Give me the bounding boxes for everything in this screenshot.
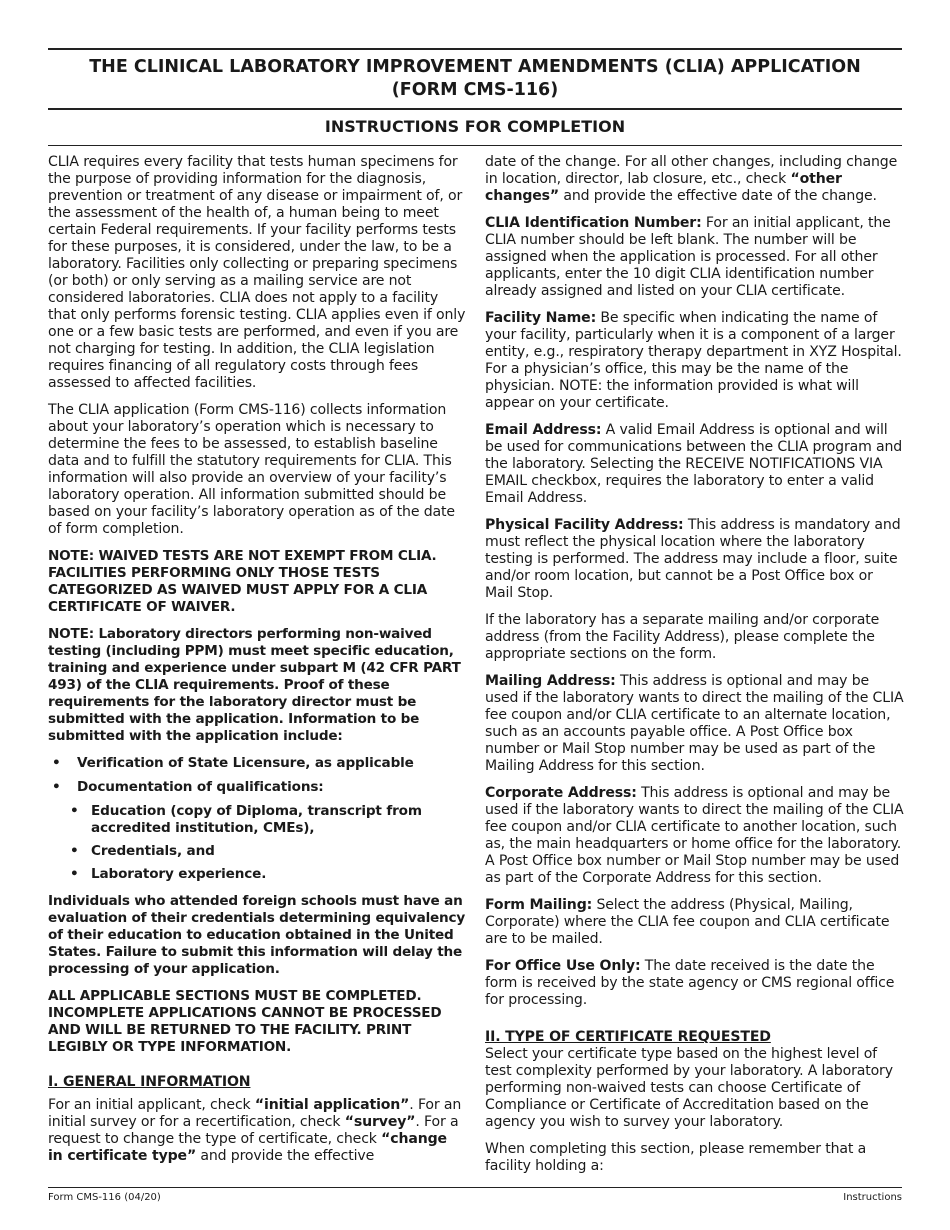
bullet-icon: • xyxy=(52,755,61,771)
sub-bullet-item: • Credentials, and xyxy=(70,843,215,859)
title-line-2: (FORM CMS-116) xyxy=(391,80,559,100)
facility-name-paragraph: Facility Name: Be specific when indicating the name of your facility, particularly when it is a component of a larger entity, e.g., respiratory therapy department in XYZ Hospital. For a physician’s office, this may be the name of the physician. NOTE: the information provided is what will appear on your certificate. xyxy=(485,310,902,411)
certificate-reminder: When completing this section, please remember that a facility holding a: xyxy=(485,1141,867,1174)
sub-bullet-item: • Laboratory experience. xyxy=(70,866,267,882)
clia-id-label: CLIA Identification Number: xyxy=(485,215,702,231)
email-paragraph: Email Address: A valid Email Address is optional and will be used for communications between the CLIA program and the laboratory. Selecting the RECEIVE NOTIFICATIONS VIA EMAIL checkbox, requires the laboratory to enter a valid Email Address. xyxy=(485,422,903,506)
corporate-address-paragraph: Corporate Address: This address is optional and may be used if the laboratory wants to direct the mailing of the CLIA fee coupon and/or CLIA certificate to another location, such as, the main headquarters or home office for the laboratory. A Post Office box number or Mail Stop number may be used as part of the Corporate Address for this section. xyxy=(485,785,904,886)
bullet-icon: • xyxy=(70,866,79,882)
bullet-icon: • xyxy=(70,843,79,859)
director-note: NOTE: Laboratory directors performing non-waived testing (including PPM) must meet specific education, training and experience under subpart M (42 CFR PART 493) of the CLIA requirements. Proof of these requirements for the laboratory director must be submitted with the application. Information to be submitted with the application include: xyxy=(48,626,461,744)
separate-address-paragraph: If the laboratory has a separate mailing and/or corporate address (from the Facility Address), please complete the appropriate sections on the form. xyxy=(485,612,880,662)
footer-label: Instructions xyxy=(843,1192,902,1203)
bullet-item: • Verification of State Licensure, as applicable xyxy=(52,755,414,771)
sub-bullet-item: • Education (copy of Diploma, transcript from accredited institution, CMEs), xyxy=(70,803,422,836)
corporate-address-label: Corporate Address: xyxy=(485,785,637,801)
general-info-continued: date of the change. For all other changes, including change in location, director, lab closure, etc., check “other changes” and provide the effective date of the change. xyxy=(485,154,898,204)
form-mailing-label: Form Mailing: xyxy=(485,897,593,913)
office-use-paragraph: For Office Use Only: The date received is the date the form is received by the state agency or CMS regional office for processing. xyxy=(485,958,895,1008)
email-label: Email Address: xyxy=(485,422,602,438)
form-mailing-paragraph: Form Mailing: Select the address (Physical, Mailing, Corporate) where the CLIA fee coupon and CLIA certificate are to be mailed. xyxy=(485,897,890,947)
title-rule xyxy=(48,108,902,110)
footer-form-id: Form CMS-116 (04/20) xyxy=(48,1192,161,1203)
section-heading-general: I. GENERAL INFORMATION xyxy=(48,1074,251,1090)
left-column xyxy=(48,154,466,1175)
bullet-icon: • xyxy=(70,803,79,819)
facility-name-label: Facility Name: xyxy=(485,310,597,326)
physical-address-paragraph: Physical Facility Address: This address is mandatory and must reflect the physical location where the laboratory testing is performed. The address may include a floor, suite and/or room location, but cannot be a Post Office box or Mail Stop. xyxy=(485,517,901,601)
mailing-address-label: Mailing Address: xyxy=(485,673,616,689)
general-info-paragraph: For an initial applicant, check “initial application”. For an initial survey or for a recertification, check “survey”. For a request to change the type of certificate, check “change in certificate type” and provide the effective xyxy=(48,1097,462,1164)
bullet-item: • Documentation of qualifications: xyxy=(52,779,324,795)
bullet-icon: • xyxy=(52,779,61,795)
foreign-schools-note: Individuals who attended foreign schools must have an evaluation of their credentials determining equivalency of their education to education obtained in the United States. Failure to submit this information will delay the processing of your application. xyxy=(48,893,466,977)
physical-address-label: Physical Facility Address: xyxy=(485,517,684,533)
clia-id-paragraph: CLIA Identification Number: For an initial applicant, the CLIA number should be left blank. The number will be assigned when the application is processed. For all other applicants, enter the 10 digit CLIA identification number already assigned and listed on your CLIA certificate. xyxy=(485,215,891,299)
waived-note: NOTE: WAIVED TESTS ARE NOT EXEMPT FROM CLIA. FACILITIES PERFORMING ONLY THOSE TESTS CATEGORIZED AS WAIVED MUST APPLY FOR A CLIA CERTIFICATE OF WAIVER. xyxy=(48,548,437,615)
page-title xyxy=(48,56,902,102)
mailing-address-paragraph: Mailing Address: This address is optional and may be used if the laboratory wants to direct the mailing of the CLIA fee coupon and/or CLIA certificate to an alternate location, such as an accounts payable office. A Post Office box number or Mail Stop number may be used as part of the Mailing Address for this section. xyxy=(485,673,904,774)
title-line-1: THE CLINICAL LABORATORY IMPROVEMENT AMENDMENTS (CLIA) APPLICATION xyxy=(89,57,861,77)
application-paragraph: The CLIA application (Form CMS-116) collects information about your laboratory’s operation which is necessary to determine the fees to be assessed, to establish baseline data and to fulfill the statutory requirements for CLIA. This information will also provide an overview of your facility’s laboratory operation. All information submitted should be based on your facility’s laboratory operation as of the date of form completion. xyxy=(48,402,455,537)
all-sections-note: ALL APPLICABLE SECTIONS MUST BE COMPLETED. INCOMPLETE APPLICATIONS CANNOT BE PROCESSED AND WILL BE RETURNED TO THE FACILITY. PRINT LEGIBLY OR TYPE INFORMATION. xyxy=(48,988,442,1055)
certificate-paragraph: Select your certificate type based on the highest level of test complexity performed by your laboratory. A laboratory performing non-waived tests can choose Certificate of Compliance or Certificate of Accreditation based on the agency you wish to survey your laboratory. xyxy=(485,1046,893,1130)
right-column xyxy=(485,154,905,1185)
section-heading-certificate: II. TYPE OF CERTIFICATE REQUESTED xyxy=(485,1029,771,1045)
footer-rule xyxy=(48,1187,902,1188)
intro-paragraph: CLIA requires every facility that tests human specimens for the purpose of providing information for the diagnosis, prevention or treatment of any disease or impairment of, or the assessment of the health of, a human being to meet certain Federal requirements. If your facility performs tests for these purposes, it is considered, under the law, to be a laboratory. Facilities only collecting or preparing specimens (or both) or only serving as a mailing service are not considered laboratories. CLIA does not apply to a facility that only performs forensic testing. CLIA applies even if only one or a few basic tests are performed, and even if you are not charging for testing. In addition, the CLIA legislation requires financing of all regulatory costs through fees assessed to affected facilities. xyxy=(48,154,466,391)
office-use-label: For Office Use Only: xyxy=(485,958,641,974)
page-subtitle: INSTRUCTIONS FOR COMPLETION xyxy=(324,117,626,136)
top-rule xyxy=(48,48,902,50)
subtitle-rule xyxy=(48,145,902,146)
